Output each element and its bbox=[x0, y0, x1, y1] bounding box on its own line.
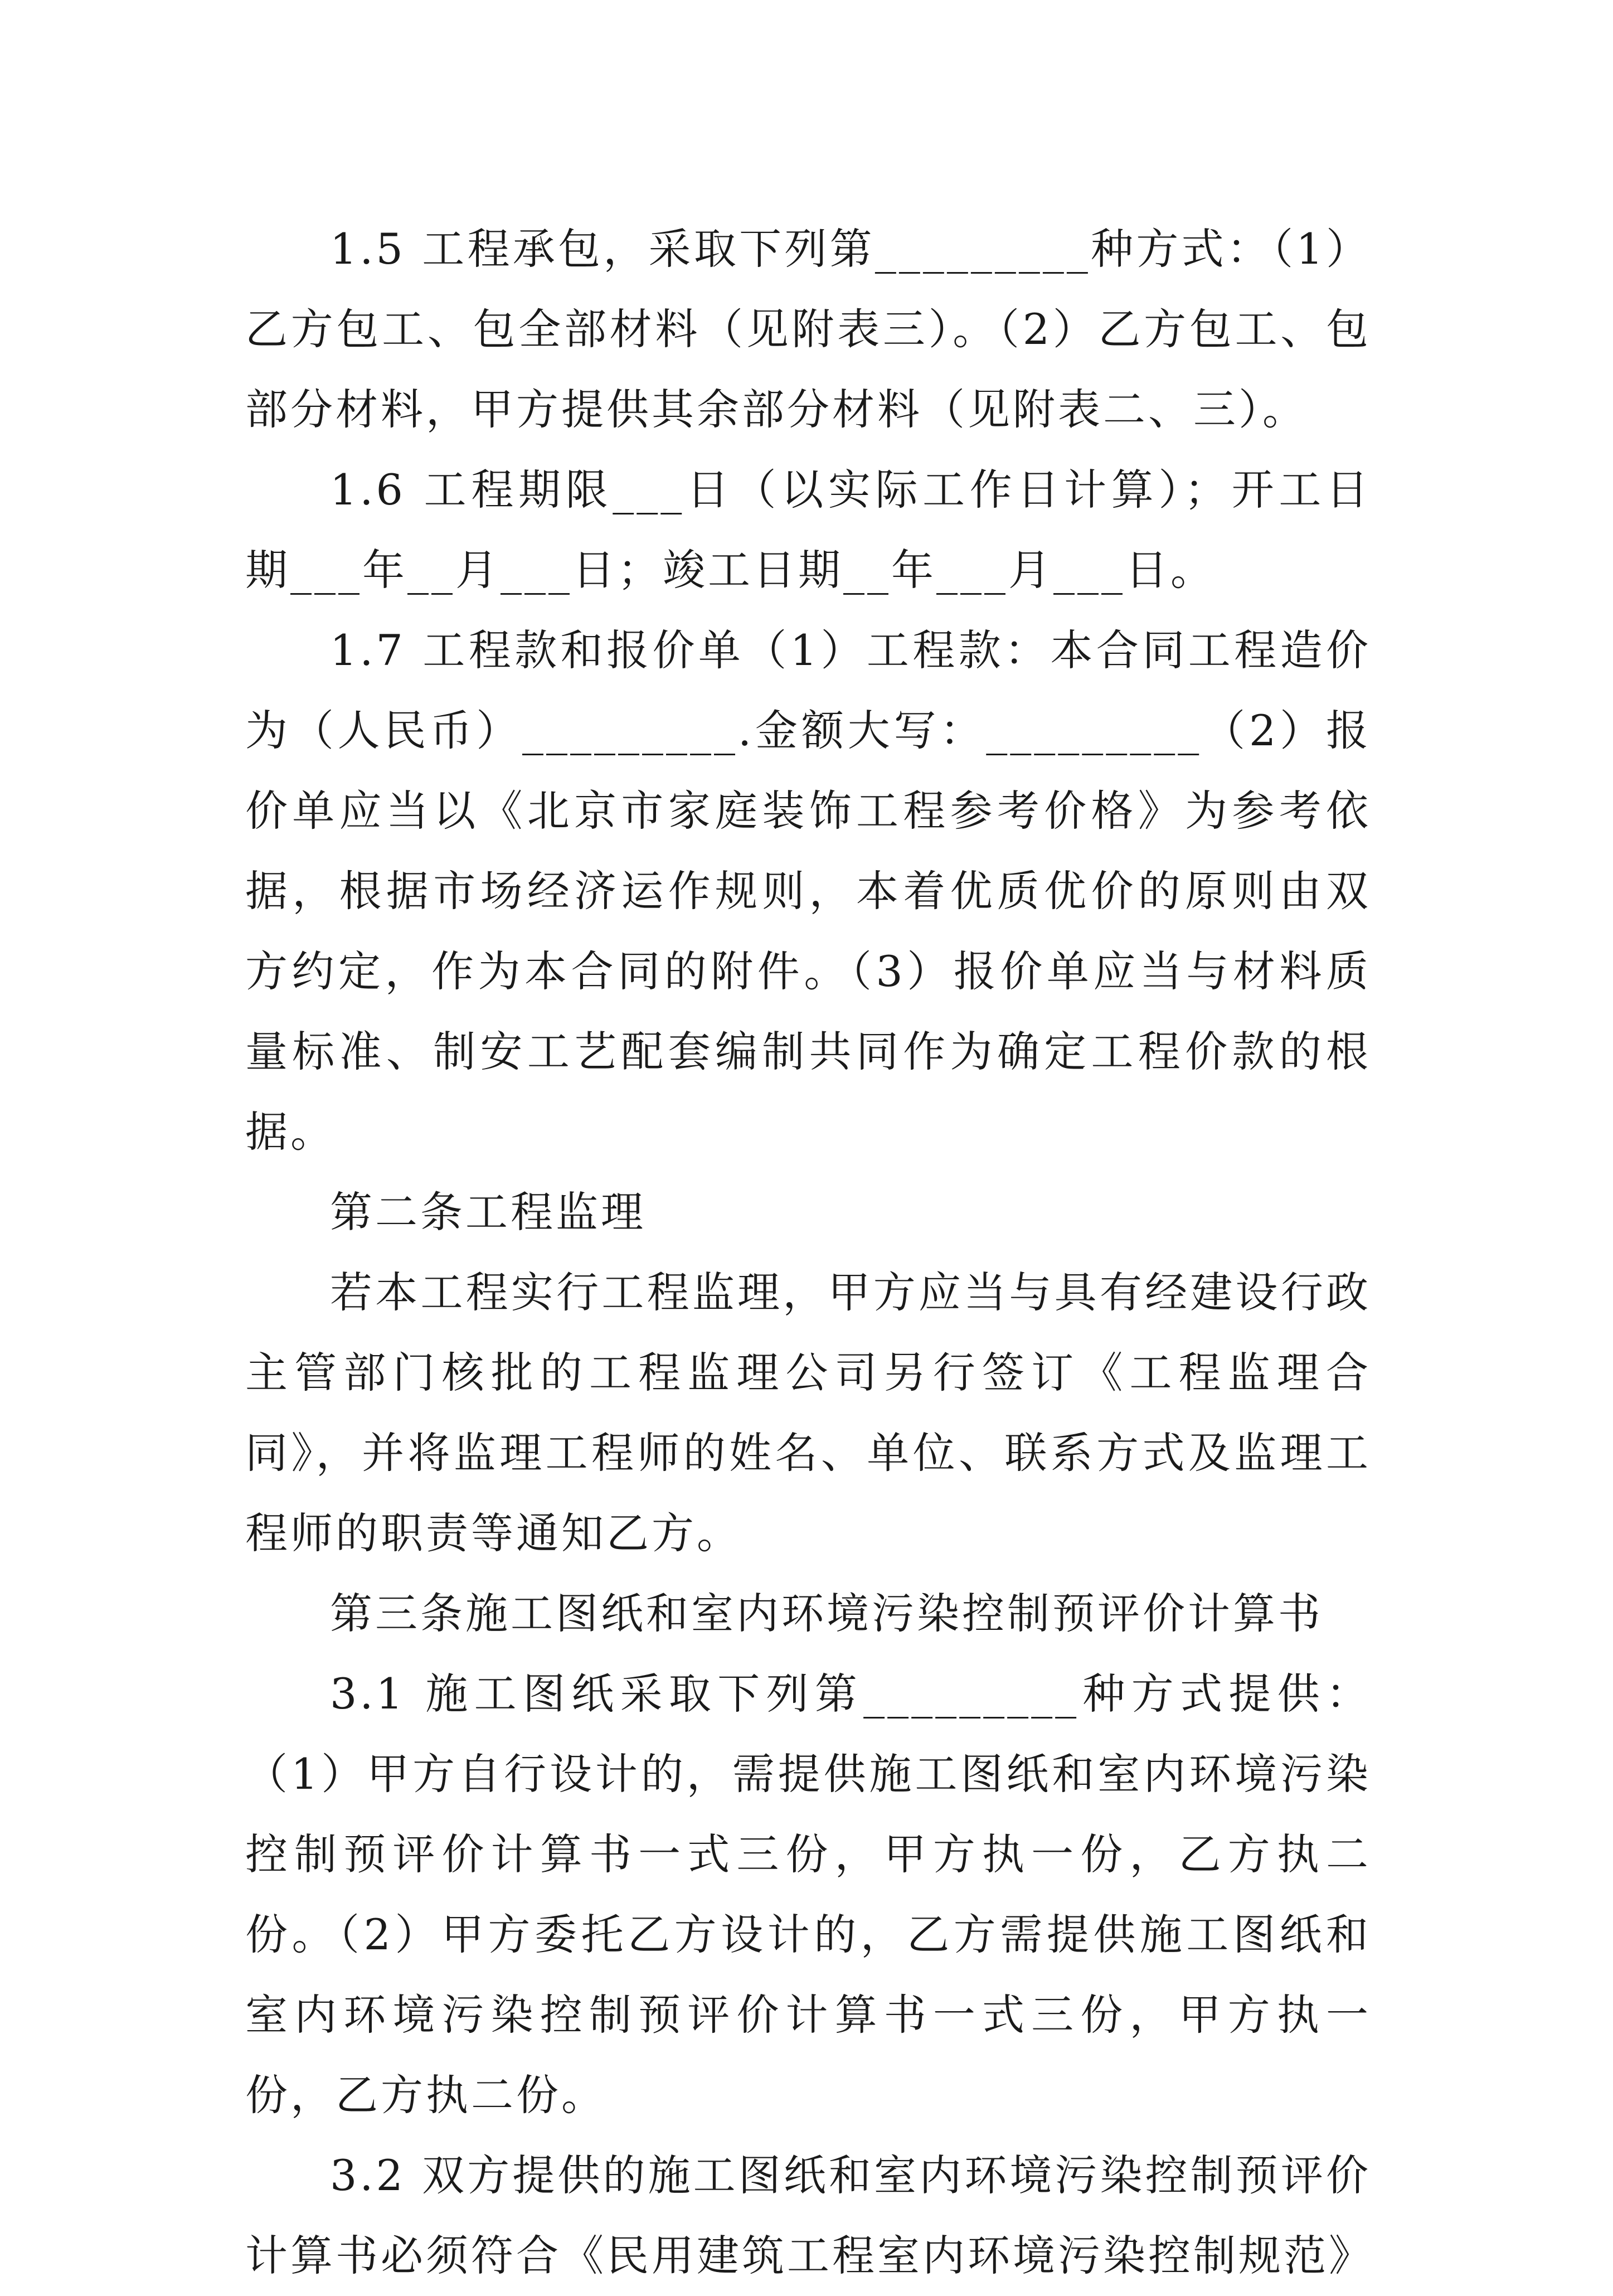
article-2-heading: 第二条工程监理 bbox=[330, 1187, 646, 1237]
clause-3-2-paragraph: 3.2 双方提供的施工图纸和室内环境污染控制预评价计算书必须符合《民用建筑工程室内环境污染控制规范》 bbox=[245, 2151, 1374, 2280]
clause-1-7-paragraph: 1.7 工程款和报价单（1）工程款：本合同工程造价为（人民币）_________.金额大写：_________（2）报价单应当以《北京市家庭装饰工程参考价格》为参考依据，根据市场经济运作规则，本着优质优价的原则由双方约定，作为本合同的附件。（3）报价单应当与材料质量标准、制安工艺配套编制共同作为确定工程价款的根据。 bbox=[245, 625, 1371, 1157]
clause-3-1-paragraph: 3.1 施工图纸采取下列第_________种方式提供：（1）甲方自行设计的，需提供施工图纸和室内环境污染控制预评价计算书一式三份，甲方执一份，乙方执二份。（2）甲方委托乙方设计的，乙方需提供施工图纸和室内环境污染控制预评价计算书一式三份，甲方执一份，乙方执二份。 bbox=[245, 1669, 1371, 2120]
clause-1-6-paragraph: 1.6 工程期限___日（以实际工作日计算）；开工日期___年__月___日；竣工日期__年___月___日。 bbox=[245, 465, 1371, 595]
article-2-paragraph: 若本工程实行工程监理，甲方应当与具有经建设行政主管部门核批的工程监理公司另行签订《工程监理合同》，并将监理工程师的姓名、单位、联系方式及监理工程师的职责等通知乙方。 bbox=[245, 1268, 1371, 1558]
clause-1-5-paragraph: 1.5 工程承包，采取下列第_________种方式：（1）乙方包工、包全部材料（见附表三）。（2）乙方包工、包部分材料，甲方提供其余部分材料（见附表二、三）。 bbox=[245, 224, 1371, 434]
article-3-heading: 第三条施工图纸和室内环境污染控制预评价计算书 bbox=[330, 1589, 1323, 1638]
document-body bbox=[245, 209, 1374, 2296]
